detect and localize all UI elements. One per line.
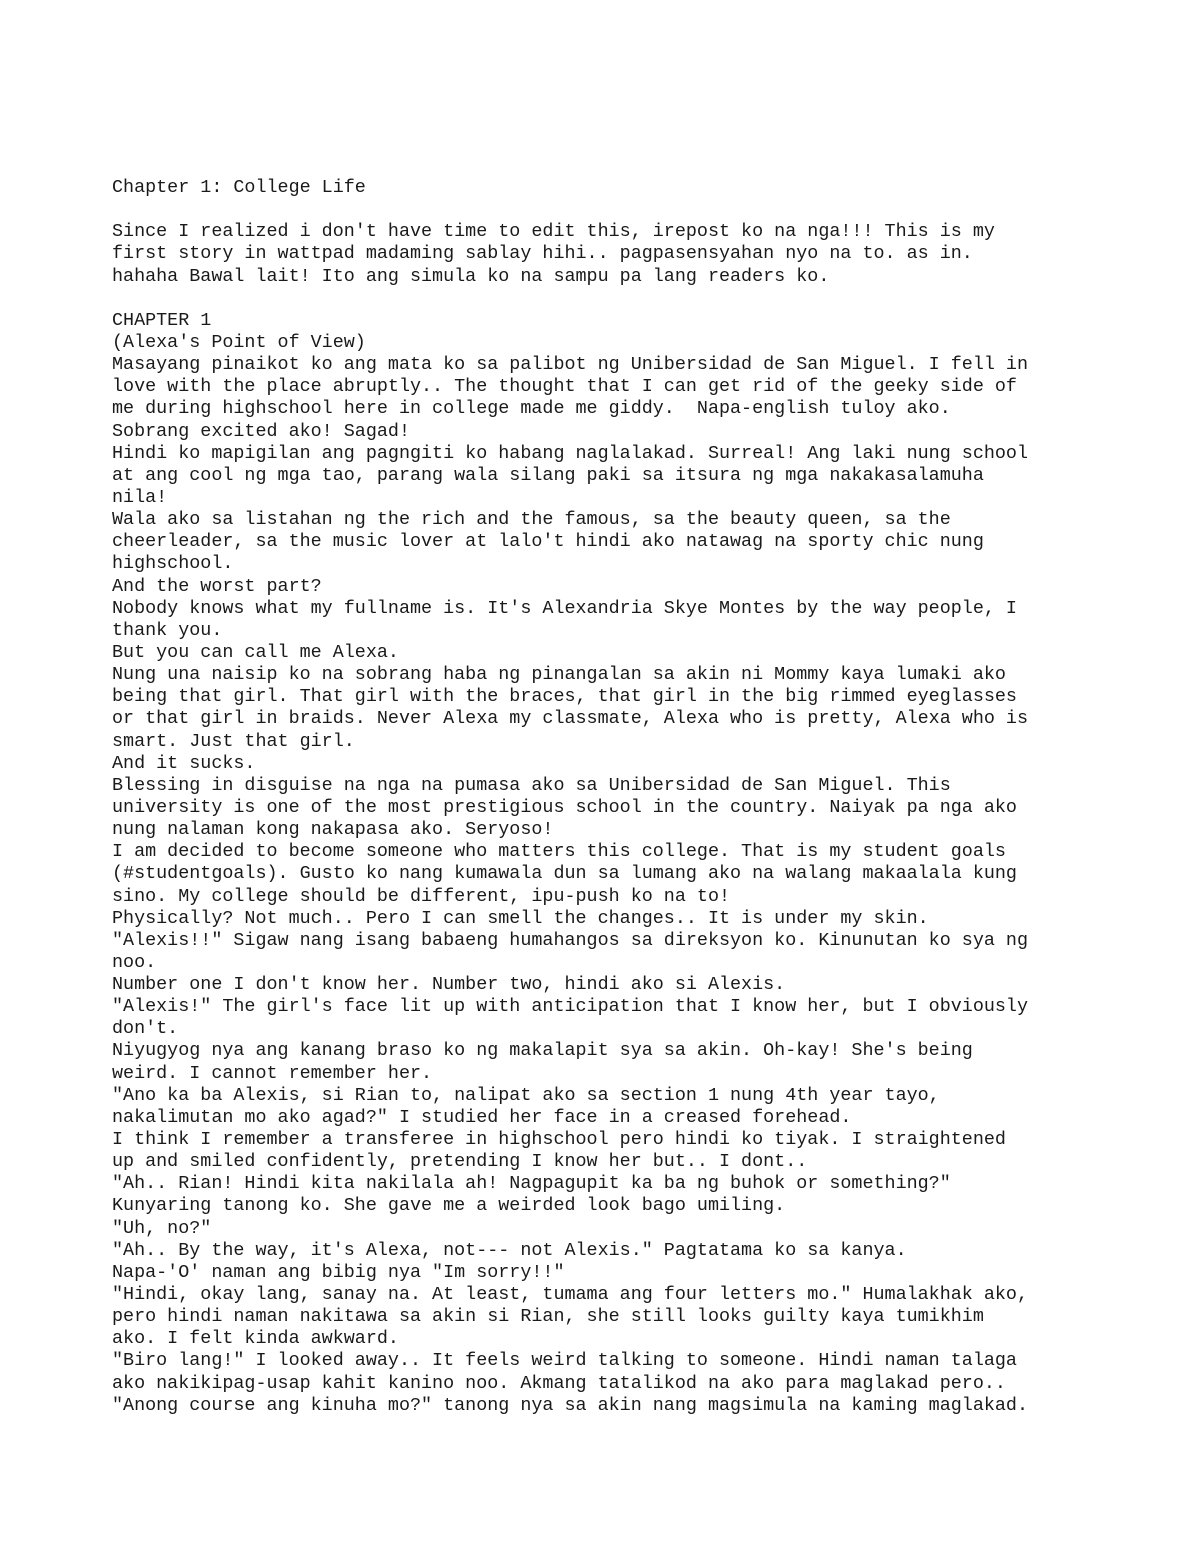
text-line: smart. Just that girl. — [112, 730, 355, 752]
document-body — [112, 177, 1122, 1417]
text-line: highschool. — [112, 553, 234, 575]
text-line: "Anong course ang kinuha mo?" tanong nya sa akin nang magsimula na kaming maglakad. — [112, 1394, 1029, 1416]
text-line: nung nalaman kong nakapasa ako. Seryoso! — [112, 819, 554, 841]
text-line: (#studentgoals). Gusto ko nang kumawala dun sa lumang ako na walang makaalala kung — [112, 863, 1017, 885]
text-line: "Hindi, okay lang, sanay na. At least, tumama ang four letters mo." Humalakhak ako, — [112, 1284, 1029, 1306]
text-line: Niyugyog nya ang kanang braso ko ng makalapit sya sa akin. Oh-kay! She's being — [112, 1040, 973, 1062]
text-line: Sobrang excited ako! Sagad! — [112, 420, 410, 442]
text-line: Blessing in disguise na nga na pumasa ako sa Unibersidad de San Miguel. This — [112, 774, 951, 796]
text-line: Physically? Not much.. Pero I can smell the changes.. It is under my skin. — [112, 907, 929, 929]
text-line: Napa-'O' naman ang bibig nya "Im sorry!!" — [112, 1261, 565, 1283]
text-line: Wala ako sa listahan ng the rich and the famous, sa the beauty queen, sa the — [112, 509, 951, 531]
text-line: first story in wattpad madaming sablay hihi.. pagpasensyahan nyo na to. as in. — [112, 243, 973, 265]
text-line: ako nakikipag-usap kahit kanino noo. Akmang tatalikod na ako para maglakad pero.. — [112, 1372, 1006, 1394]
text-line: "Alexis!" The girl's face lit up with anticipation that I know her, but I obviously — [112, 996, 1029, 1018]
text-line: "Alexis!!" Sigaw nang isang babaeng humahangos sa direksyon ko. Kinunutan ko sya ng — [112, 929, 1029, 951]
text-line: being that girl. That girl with the braces, that girl in the big rimmed eyeglasses — [112, 686, 1017, 708]
text-line: university is one of the most prestigious school in the country. Naiyak pa nga ako — [112, 796, 1017, 818]
text-line: nakalimutan mo ako agad?" I studied her face in a creased forehead. — [112, 1106, 852, 1128]
text-line: But you can call me Alexa. — [112, 641, 399, 663]
text-line: up and smiled confidently, pretending I know her but.. I dont.. — [112, 1151, 808, 1173]
text-line: Chapter 1: College Life — [112, 177, 366, 198]
text-line: "Ah.. Rian! Hindi kita nakilala ah! Nagpagupit ka ba ng buhok or something?" — [112, 1173, 951, 1195]
text-line: And it sucks. — [112, 752, 256, 774]
text-line: CHAPTER 1 — [112, 309, 212, 331]
text-line: "Ah.. By the way, it's Alexa, not--- not Alexis." Pagtatama ko sa kanya. — [112, 1239, 907, 1261]
text-line: "Biro lang!" I looked away.. It feels weird talking to someone. Hindi naman talaga — [112, 1350, 1017, 1372]
text-line: don't. — [112, 1018, 179, 1040]
text-line: ako. I felt kinda awkward. — [112, 1328, 399, 1350]
text-line: Number one I don't know her. Number two, hindi ako si Alexis. — [112, 974, 786, 996]
text-line: Masayang pinaikot ko ang mata ko sa palibot ng Unibersidad de San Miguel. I fell in — [112, 354, 1029, 376]
text-line: hahaha Bawal lait! Ito ang simula ko na sampu pa lang readers ko. — [112, 265, 830, 287]
text-line: I think I remember a transferee in highschool pero hindi ko tiyak. I straightened — [112, 1129, 1006, 1151]
text-line: weird. I cannot remember her. — [112, 1062, 433, 1084]
text-line: sino. My college should be different, ipu-push ko na to! — [112, 885, 731, 907]
text-line: or that girl in braids. Never Alexa my classmate, Alexa who is pretty, Alexa who is — [112, 708, 1029, 730]
text-line: Since I realized i don't have time to edit this, irepost ko na nga!!! This is my — [112, 221, 995, 243]
text-line: Hindi ko mapigilan ang pagngiti ko habang naglalakad. Surreal! Ang laki nung school — [112, 442, 1029, 464]
text-line: "Ano ka ba Alexis, si Rian to, nalipat ako sa section 1 nung 4th year tayo, — [112, 1084, 940, 1106]
text-line: me during highschool here in college made me giddy. Napa-english tuloy ako. — [112, 398, 951, 420]
blank-line — [112, 288, 1122, 310]
text-line: Nung una naisip ko na sobrang haba ng pinangalan sa akin ni Mommy kaya lumaki ako — [112, 664, 1006, 686]
text-line: nila! — [112, 486, 168, 508]
blank-line — [112, 199, 1122, 221]
text-line: love with the place abruptly.. The thought that I can get rid of the geeky side of — [112, 376, 1017, 398]
text-line: at ang cool ng mga tao, parang wala silang paki sa itsura ng mga nakakasalamuha — [112, 464, 984, 486]
text-line: Nobody knows what my fullname is. It's Alexandria Skye Montes by the way people, I — [112, 597, 1017, 619]
text-line: And the worst part? — [112, 575, 322, 597]
text-line: I am decided to become someone who matters this college. That is my student goals — [112, 841, 1006, 863]
text-line: (Alexa's Point of View) — [112, 331, 366, 353]
text-line: cheerleader, sa the music lover at lalo't hindi ako natawag na sporty chic nung — [112, 531, 984, 553]
text-line: thank you. — [112, 619, 223, 641]
text-line: noo. — [112, 951, 157, 973]
text-line: pero hindi naman nakitawa sa akin si Rian, she still looks guilty kaya tumikhim — [112, 1306, 984, 1328]
text-line: Kunyaring tanong ko. She gave me a weirded look bago umiling. — [112, 1195, 786, 1217]
text-line: "Uh, no?" — [112, 1217, 212, 1239]
